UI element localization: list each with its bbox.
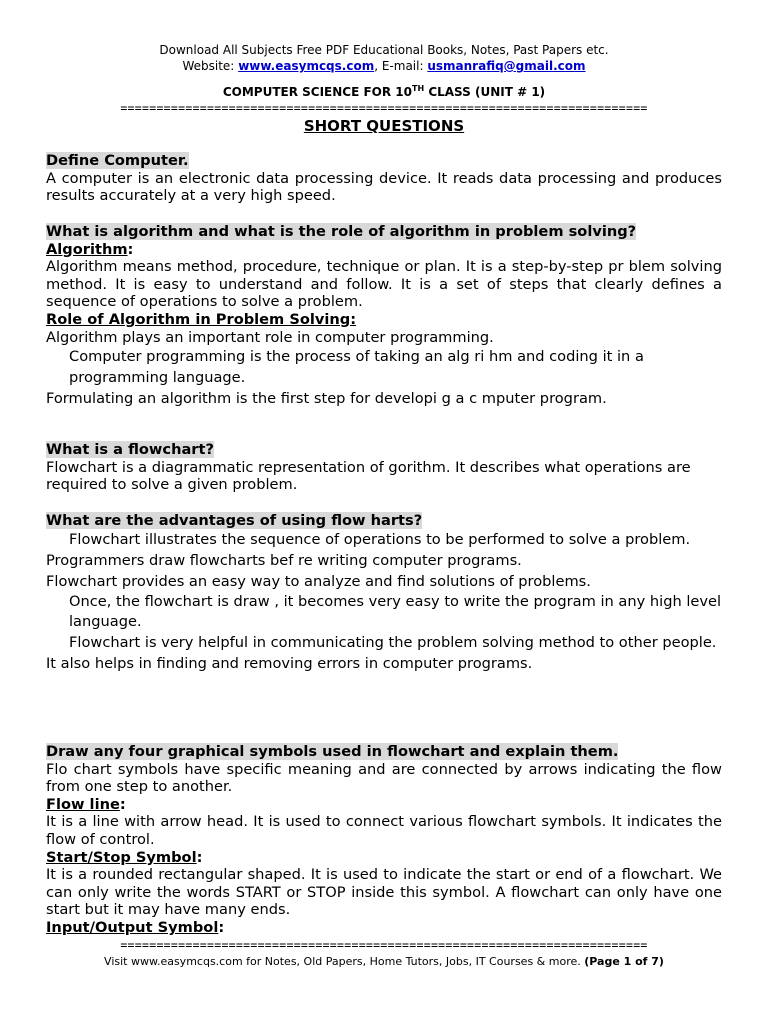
subheading-algorithm: Algorithm <box>46 240 128 258</box>
colon: : <box>196 848 203 866</box>
question-heading: What are the advantages of using flow harts? <box>46 512 423 529</box>
answer-text: Programmers draw flowcharts bef re writing computer programs. <box>46 551 522 569</box>
section-title: SHORT QUESTIONS <box>303 117 465 135</box>
answer-text: It is a rounded rectangular shaped. It is used to indicate the start or end of a flowchart. We can only write the words START or STOP inside this symbol. A flowchart can only have one start but it may have many ends. <box>46 866 722 919</box>
footer-separator: ========================================================================= <box>120 939 648 951</box>
title-class: CLASS (UNIT # 1) <box>424 85 546 99</box>
website-link[interactable]: www.easymcqs.com <box>238 59 375 73</box>
question-heading: Draw any four graphical symbols used in flowchart and explain them. <box>46 743 619 760</box>
answer-text: It also helps in finding and removing errors in computer programs. <box>46 655 533 673</box>
question-block-4 <box>46 512 722 674</box>
header-download-line: Download All Subjects Free PDF Educational Books, Notes, Past Papers etc. <box>159 43 609 57</box>
website-label: Website: <box>182 59 235 73</box>
answer-text: Formulating an algorithm is the first step for developi g a c mputer program. <box>46 390 607 408</box>
answer-text: It is a line with arrow head. It is used to connect various flowchart symbols. It indicates the flow of control. <box>46 813 722 848</box>
page-footer <box>46 955 722 968</box>
header-separator: ========================================================================= <box>120 102 648 114</box>
document-title <box>46 84 722 99</box>
question-block-1 <box>46 152 722 205</box>
answer-text: Flowchart is very helpful in communicating the problem solving method to other people. <box>69 633 717 651</box>
header-contact-line <box>46 58 722 75</box>
question-block-5 <box>46 743 722 937</box>
colon: : <box>119 795 126 813</box>
answer-text: Flowchart provides an easy way to analyze and find solutions of problems. <box>46 572 591 590</box>
colon: : <box>218 918 225 936</box>
answer-text: Computer programming is the process of taking an alg ri hm and coding it in a programming language. <box>69 348 644 386</box>
answer-text: Once, the flowchart is draw , it becomes very easy to write the program in any high level language. <box>69 592 722 631</box>
question-heading: What is algorithm and what is the role of algorithm in problem solving? <box>46 223 637 240</box>
answer-text: Flowchart illustrates the sequence of operations to be performed to solve a problem. <box>69 530 691 548</box>
question-heading: What is a flowchart? <box>46 441 214 458</box>
answer-text: Flo chart symbols have specific meaning and are connected by arrows indicating the flow from one step to another. <box>46 760 722 796</box>
title-main: COMPUTER SCIENCE FOR 10 <box>222 85 412 99</box>
question-heading: Define Computer. <box>46 152 189 169</box>
colon: : <box>127 240 134 258</box>
title-superscript: TH <box>411 84 425 93</box>
answer-text: Algorithm plays an important role in computer programming. <box>46 328 494 346</box>
subheading-role: Role of Algorithm in Problem Solving: <box>46 310 357 328</box>
question-block-2 <box>46 223 722 408</box>
answer-text: A computer is an electronic data processing device. It reads data processing and produces results accurately at a very high speed. <box>46 169 722 205</box>
email-link[interactable]: usmanrafiq@gmail.com <box>427 59 586 73</box>
page-number: (Page 1 of 7) <box>584 955 664 968</box>
footer-text: Visit www.easymcqs.com for Notes, Old Papers, Home Tutors, Jobs, IT Courses & more. <box>104 955 585 968</box>
question-block-3 <box>46 441 722 494</box>
email-label: , E-mail: <box>374 59 424 73</box>
answer-text: Algorithm means method, procedure, technique or plan. It is a step-by-step pr blem solving method. It is easy to understand and follow. It is a set of steps that clearly defines a sequence of operations to solve a problem. <box>46 258 722 311</box>
subheading-flow-line: Flow line <box>46 795 120 813</box>
subheading-input-output: Input/Output Symbol <box>46 918 219 936</box>
answer-text: Flowchart is a diagrammatic representation of gorithm. It describes what operations are required to solve a given problem. <box>46 458 691 494</box>
subheading-start-stop: Start/Stop Symbol <box>46 848 197 866</box>
